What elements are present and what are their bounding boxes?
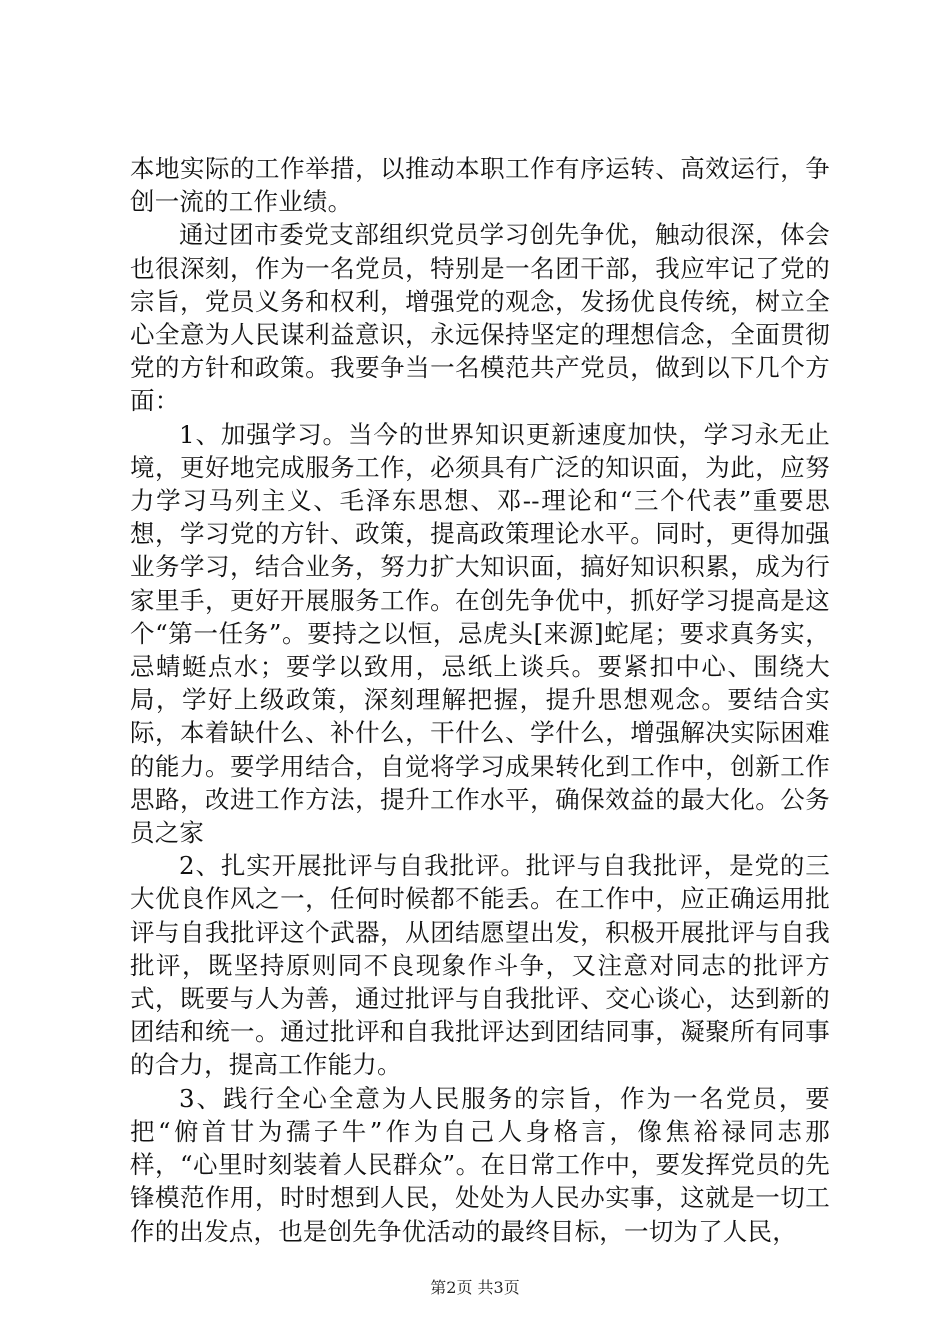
paragraph-intro: 通过团市委党支部组织党员学习创先争优，触动很深，体会也很深刻，作为一名党员，特别是一名团干部，我应牢记了党的宗旨，党员义务和权利，增强党的观念，发扬优良传统，树立全心全意为人民谋利益意识，永远保持坚定的理想信念，全面贯彻党的方针和政策。我要争当一名模范共产党员，做到以下几个方面： — [130, 220, 830, 416]
document-body — [130, 152, 830, 1248]
paragraph-continuation: 本地实际的工作举措，以推动本职工作有序运转、高效运行，争创一流的工作业绩。 — [130, 154, 830, 217]
page-number-footer: 第2页 共3页 — [430, 1278, 520, 1297]
paragraph-point-3: 3、践行全心全意为人民服务的宗旨，作为一名党员，要把“俯首甘为孺子牛”作为自己人身格言，像焦裕禄同志那样，“心里时刻装着人民群众”。在日常工作中，要发挥党员的先锋模范作用，时时想到人民，处处为人民办实事，这就是一切工作的出发点，也是创先争优活动的最终目标，一切为了人民， — [130, 1083, 830, 1246]
paragraph-point-1: 1、加强学习。当今的世界知识更新速度加快，学习永无止境，更好地完成服务工作，必须具有广泛的知识面，为此，应努力学习马列主义、毛泽东思想、邓--理论和“三个代表”重要思想，学习党的方针、政策，提高政策理论水平。同时，更得加强业务学习，结合业务，努力扩大知识面，搞好知识积累，成为行家里手，更好开展服务工作。在创先争优中，抓好学习提高是这个“第一任务”。要持之以恒，忌虎头[来源]蛇尾；要求真务实，忌蜻蜓点水；要学以致用，忌纸上谈兵。要紧扣中心、围绕大局，学好上级政策，深刻理解把握，提升思想观念。要结合实际，本着缺什么、补什么，干什么、学什么，增强解决实际困难的能力。要学用结合，自觉将学习成果转化到工作中，创新工作思路，改进工作方法，提升工作水平，确保效益的最大化。公务员之家 — [130, 419, 830, 848]
paragraph-point-2: 2、扎实开展批评与自我批评。批评与自我批评，是党的三大优良作风之一，任何时候都不能丢。在工作中，应正确运用批评与自我批评这个武器，从团结愿望出发，积极开展批评与自我批评，既坚持原则同不良现象作斗争，又注意对同志的批评方式，既要与人为善，通过批评与自我批评、交心谈心，达到新的团结和统一。通过批评和自我批评达到团结同事，凝聚所有同事的合力，提高工作能力。 — [130, 851, 830, 1080]
